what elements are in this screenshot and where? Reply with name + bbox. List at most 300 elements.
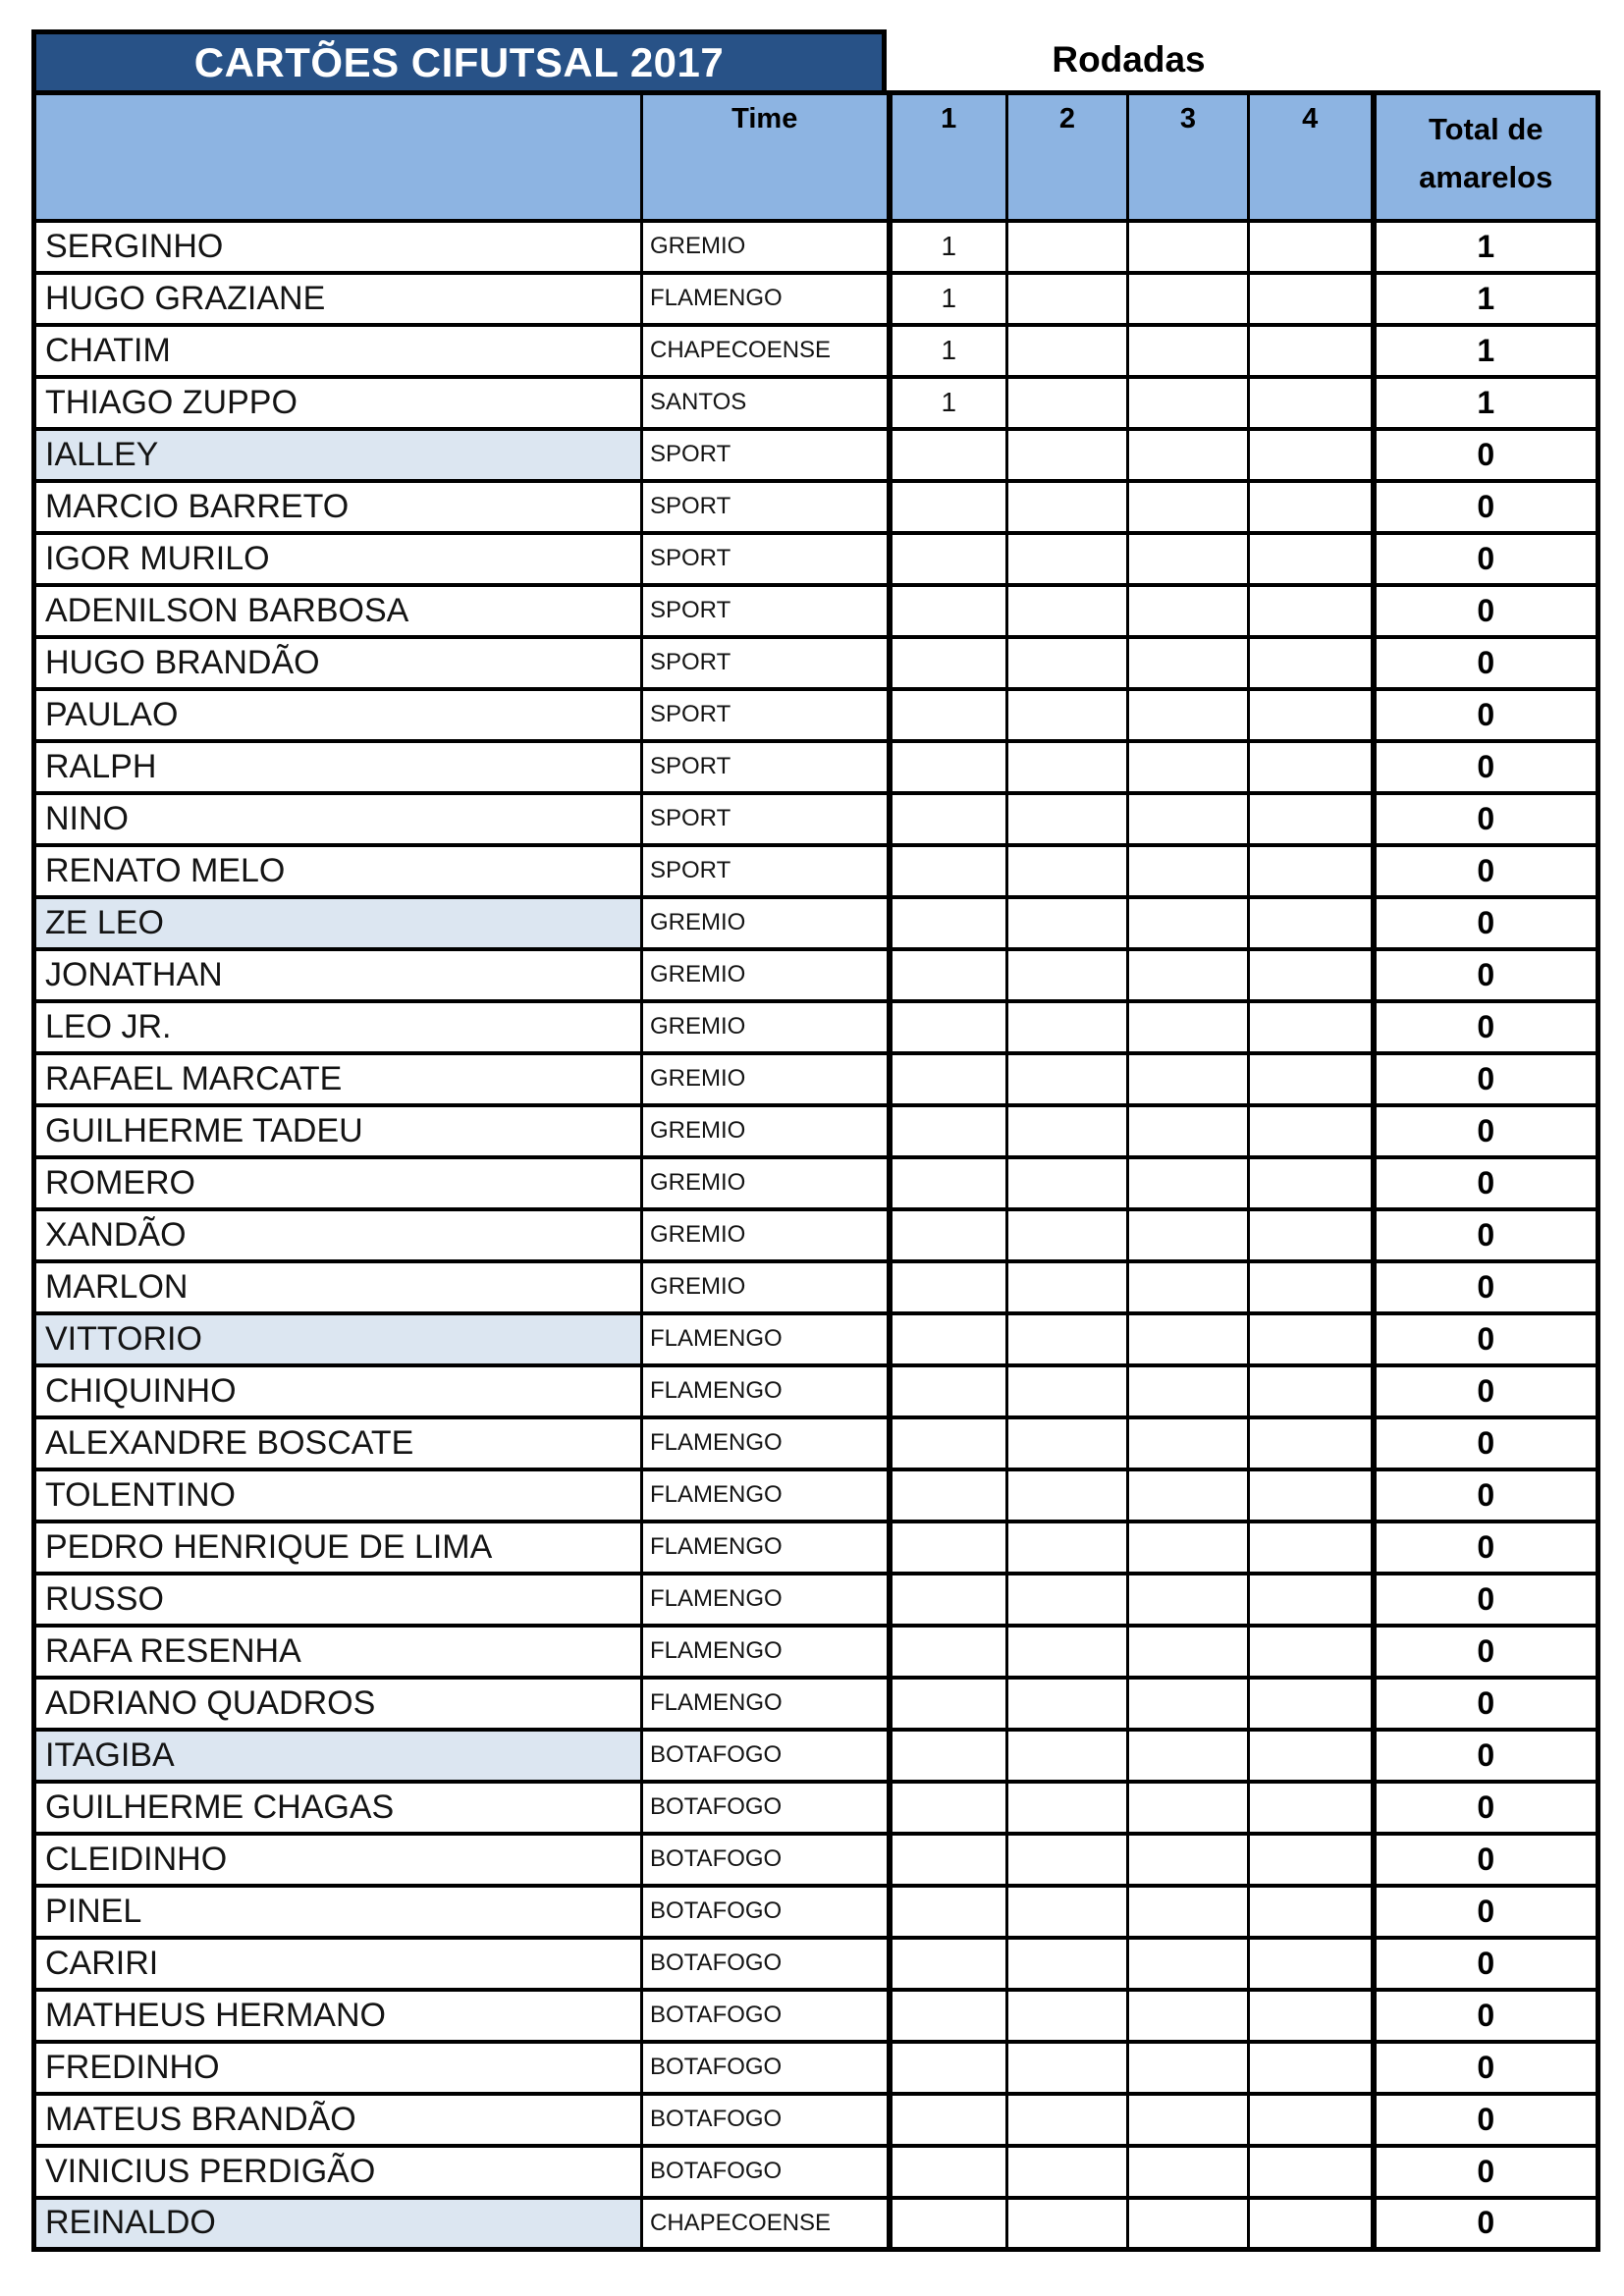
table-row: [34, 1157, 1598, 1209]
round-2-cell: [1007, 637, 1128, 689]
player-name-cell: JONATHAN: [34, 949, 642, 1001]
team-cell: FLAMENGO: [642, 1678, 890, 1730]
round-2-column-header: 2: [1007, 93, 1128, 221]
total-yellows-cell: 0: [1374, 481, 1598, 533]
table-title-band: [31, 29, 887, 90]
round-3-cell: [1128, 1053, 1249, 1105]
round-4-cell: [1249, 1001, 1374, 1053]
round-2-cell: [1007, 1886, 1128, 1938]
round-1-cell: [890, 741, 1007, 793]
team-cell: SANTOS: [642, 377, 890, 429]
round-2-cell: [1007, 741, 1128, 793]
round-3-cell: [1128, 1261, 1249, 1313]
table-row: [34, 2146, 1598, 2198]
player-name-cell: PINEL: [34, 1886, 642, 1938]
player-name-cell: ADRIANO QUADROS: [34, 1678, 642, 1730]
round-2-cell: [1007, 481, 1128, 533]
player-name-cell: TOLENTINO: [34, 1469, 642, 1522]
round-1-cell: [890, 2146, 1007, 2198]
player-name-cell: ADENILSON BARBOSA: [34, 585, 642, 637]
player-name-cell: RENATO MELO: [34, 845, 642, 897]
table-row: [34, 1990, 1598, 2042]
round-2-cell: [1007, 1105, 1128, 1157]
table-head: [34, 93, 1598, 221]
cards-table: [31, 90, 1600, 2252]
table-row: [34, 221, 1598, 273]
player-name-cell: IALLEY: [34, 429, 642, 481]
table-header-band: [31, 29, 1596, 90]
round-3-cell: [1128, 1105, 1249, 1157]
round-4-cell: [1249, 221, 1374, 273]
table-row: [34, 637, 1598, 689]
round-4-cell: [1249, 1157, 1374, 1209]
round-3-cell: [1128, 325, 1249, 377]
team-cell: BOTAFOGO: [642, 2146, 890, 2198]
round-4-cell: [1249, 585, 1374, 637]
table-row: [34, 429, 1598, 481]
time-column-header: Time: [642, 93, 890, 221]
team-cell: BOTAFOGO: [642, 2042, 890, 2094]
player-name-cell: HUGO GRAZIANE: [34, 273, 642, 325]
player-name-cell: FREDINHO: [34, 2042, 642, 2094]
round-2-cell: [1007, 1626, 1128, 1678]
player-name-cell: NINO: [34, 793, 642, 845]
round-2-cell: [1007, 793, 1128, 845]
round-3-cell: [1128, 481, 1249, 533]
table-row: [34, 1417, 1598, 1469]
round-4-cell: [1249, 2146, 1374, 2198]
team-cell: SPORT: [642, 481, 890, 533]
round-1-cell: [890, 1157, 1007, 1209]
table-row: [34, 2042, 1598, 2094]
player-name-cell: RAFAEL MARCATE: [34, 1053, 642, 1105]
round-3-cell: [1128, 1782, 1249, 1834]
round-1-cell: [890, 481, 1007, 533]
round-1-cell: [890, 585, 1007, 637]
table-body: [34, 221, 1598, 2250]
player-name-cell: ITAGIBA: [34, 1730, 642, 1782]
team-cell: SPORT: [642, 741, 890, 793]
player-name-cell: MARCIO BARRETO: [34, 481, 642, 533]
round-2-cell: [1007, 2042, 1128, 2094]
round-1-cell: [890, 429, 1007, 481]
player-name-cell: MARLON: [34, 1261, 642, 1313]
round-4-cell: [1249, 1313, 1374, 1365]
round-4-cell: [1249, 637, 1374, 689]
round-1-cell: [890, 533, 1007, 585]
table-row: [34, 273, 1598, 325]
round-4-cell: [1249, 689, 1374, 741]
round-2-cell: [1007, 1053, 1128, 1105]
team-cell: CHAPECOENSE: [642, 325, 890, 377]
round-4-cell: [1249, 1261, 1374, 1313]
table-row: [34, 949, 1598, 1001]
round-4-cell: [1249, 481, 1374, 533]
round-1-cell: [890, 1886, 1007, 1938]
round-3-cell: [1128, 533, 1249, 585]
total-yellows-cell: 0: [1374, 793, 1598, 845]
total-yellows-cell: 0: [1374, 1782, 1598, 1834]
total-yellows-cell: 0: [1374, 1417, 1598, 1469]
round-3-cell: [1128, 1157, 1249, 1209]
total-yellows-cell: 0: [1374, 637, 1598, 689]
round-3-cell: [1128, 949, 1249, 1001]
round-1-cell: [890, 793, 1007, 845]
table-row: [34, 585, 1598, 637]
team-cell: SPORT: [642, 845, 890, 897]
team-cell: BOTAFOGO: [642, 1730, 890, 1782]
round-2-cell: [1007, 377, 1128, 429]
player-name-cell: CHATIM: [34, 325, 642, 377]
total-yellows-cell: 0: [1374, 1209, 1598, 1261]
round-4-cell: [1249, 1365, 1374, 1417]
total-yellows-cell: 0: [1374, 2146, 1598, 2198]
round-2-cell: [1007, 689, 1128, 741]
round-3-cell: [1128, 1522, 1249, 1574]
round-3-cell: [1128, 1678, 1249, 1730]
round-4-cell: [1249, 845, 1374, 897]
round-2-cell: [1007, 533, 1128, 585]
total-yellows-cell: 0: [1374, 845, 1598, 897]
round-2-cell: [1007, 221, 1128, 273]
total-yellows-cell: 0: [1374, 689, 1598, 741]
total-yellows-cell: 0: [1374, 2094, 1598, 2146]
round-3-cell: [1128, 377, 1249, 429]
team-cell: BOTAFOGO: [642, 1990, 890, 2042]
table-row: [34, 1313, 1598, 1365]
player-name-cell: RAFA RESENHA: [34, 1626, 642, 1678]
round-2-cell: [1007, 1157, 1128, 1209]
total-yellows-cell: 0: [1374, 1365, 1598, 1417]
player-name-cell: VINICIUS PERDIGÃO: [34, 2146, 642, 2198]
round-2-cell: [1007, 325, 1128, 377]
team-cell: SPORT: [642, 689, 890, 741]
total-yellows-cell: 0: [1374, 1626, 1598, 1678]
table-row: [34, 845, 1598, 897]
total-yellows-cell: 0: [1374, 1261, 1598, 1313]
team-cell: GREMIO: [642, 1209, 890, 1261]
round-1-cell: [890, 1678, 1007, 1730]
team-cell: BOTAFOGO: [642, 1938, 890, 1990]
table-row: [34, 1730, 1598, 1782]
round-1-cell: [890, 1261, 1007, 1313]
round-1-cell: [890, 1574, 1007, 1626]
total-yellows-cell: 0: [1374, 1574, 1598, 1626]
round-4-cell: [1249, 2198, 1374, 2250]
team-cell: SPORT: [642, 585, 890, 637]
round-3-cell: [1128, 273, 1249, 325]
player-name-cell: PAULAO: [34, 689, 642, 741]
round-4-cell: [1249, 273, 1374, 325]
total-yellows-cell: 0: [1374, 1678, 1598, 1730]
round-3-cell: [1128, 1365, 1249, 1417]
round-1-cell: 1: [890, 377, 1007, 429]
table-row: [34, 1834, 1598, 1886]
player-name-cell: RUSSO: [34, 1574, 642, 1626]
table-row: [34, 1053, 1598, 1105]
table-row: [34, 1105, 1598, 1157]
round-2-cell: [1007, 2146, 1128, 2198]
round-4-cell: [1249, 1834, 1374, 1886]
team-cell: FLAMENGO: [642, 1365, 890, 1417]
player-name-cell: CLEIDINHO: [34, 1834, 642, 1886]
round-2-cell: [1007, 1574, 1128, 1626]
total-yellows-cell: 0: [1374, 1730, 1598, 1782]
round-1-cell: 1: [890, 221, 1007, 273]
round-1-cell: [890, 1834, 1007, 1886]
total-yellows-cell: 0: [1374, 533, 1598, 585]
total-yellows-cell: 1: [1374, 221, 1598, 273]
round-1-cell: [890, 1990, 1007, 2042]
round-1-cell: 1: [890, 273, 1007, 325]
round-2-cell: [1007, 1782, 1128, 1834]
round-2-cell: [1007, 1834, 1128, 1886]
team-cell: FLAMENGO: [642, 1626, 890, 1678]
player-name-cell: CARIRI: [34, 1938, 642, 1990]
round-4-cell: [1249, 429, 1374, 481]
round-2-cell: [1007, 585, 1128, 637]
team-cell: GREMIO: [642, 897, 890, 949]
round-4-cell: [1249, 1938, 1374, 1990]
round-4-cell: [1249, 1209, 1374, 1261]
total-yellows-cell: 0: [1374, 1053, 1598, 1105]
team-cell: SPORT: [642, 429, 890, 481]
table-row: [34, 1209, 1598, 1261]
round-1-cell: [890, 1730, 1007, 1782]
total-column-header: Total de amarelos: [1374, 93, 1598, 221]
table-row: [34, 1626, 1598, 1678]
round-3-cell: [1128, 793, 1249, 845]
round-4-cell: [1249, 1522, 1374, 1574]
player-name-cell: ALEXANDRE BOSCATE: [34, 1417, 642, 1469]
round-2-cell: [1007, 845, 1128, 897]
round-2-cell: [1007, 429, 1128, 481]
total-yellows-cell: 0: [1374, 1469, 1598, 1522]
round-2-cell: [1007, 1678, 1128, 1730]
round-3-cell: [1128, 429, 1249, 481]
team-cell: SPORT: [642, 533, 890, 585]
rodadas-header: [887, 29, 1371, 90]
round-2-cell: [1007, 1209, 1128, 1261]
team-cell: GREMIO: [642, 949, 890, 1001]
round-4-cell: [1249, 1678, 1374, 1730]
team-cell: BOTAFOGO: [642, 1886, 890, 1938]
round-4-cell: [1249, 949, 1374, 1001]
total-yellows-cell: 0: [1374, 1105, 1598, 1157]
round-3-cell: [1128, 637, 1249, 689]
round-1-cell: [890, 897, 1007, 949]
player-name-cell: MATHEUS HERMANO: [34, 1990, 642, 2042]
round-3-cell: [1128, 689, 1249, 741]
team-cell: FLAMENGO: [642, 1469, 890, 1522]
player-name-cell: IGOR MURILO: [34, 533, 642, 585]
round-4-cell: [1249, 793, 1374, 845]
player-name-cell: RALPH: [34, 741, 642, 793]
team-cell: FLAMENGO: [642, 1417, 890, 1469]
table-row: [34, 1365, 1598, 1417]
table-row: [34, 1001, 1598, 1053]
total-yellows-cell: 1: [1374, 325, 1598, 377]
round-1-cell: [890, 1001, 1007, 1053]
player-column-header: [34, 93, 642, 221]
total-yellows-cell: 1: [1374, 273, 1598, 325]
round-3-cell: [1128, 1209, 1249, 1261]
table-row: [34, 1782, 1598, 1834]
team-cell: GREMIO: [642, 1053, 890, 1105]
round-1-cell: [890, 1938, 1007, 1990]
team-cell: FLAMENGO: [642, 1522, 890, 1574]
team-cell: BOTAFOGO: [642, 1834, 890, 1886]
round-4-cell: [1249, 1574, 1374, 1626]
total-yellows-cell: 0: [1374, 897, 1598, 949]
round-2-cell: [1007, 1522, 1128, 1574]
round-3-cell: [1128, 1313, 1249, 1365]
round-3-cell: [1128, 1730, 1249, 1782]
round-4-cell: [1249, 1782, 1374, 1834]
team-cell: FLAMENGO: [642, 1313, 890, 1365]
round-3-cell: [1128, 221, 1249, 273]
round-3-column-header: 3: [1128, 93, 1249, 221]
round-1-cell: [890, 2094, 1007, 2146]
total-yellows-cell: 0: [1374, 1157, 1598, 1209]
round-4-cell: [1249, 377, 1374, 429]
total-yellows-cell: 0: [1374, 2198, 1598, 2250]
table-row: [34, 1678, 1598, 1730]
team-cell: FLAMENGO: [642, 273, 890, 325]
total-yellows-cell: 1: [1374, 377, 1598, 429]
round-1-cell: [890, 1053, 1007, 1105]
round-3-cell: [1128, 2198, 1249, 2250]
round-2-cell: [1007, 1001, 1128, 1053]
round-3-cell: [1128, 741, 1249, 793]
round-2-cell: [1007, 1365, 1128, 1417]
player-name-cell: CHIQUINHO: [34, 1365, 642, 1417]
table-row: [34, 2094, 1598, 2146]
round-1-cell: [890, 637, 1007, 689]
round-4-cell: [1249, 741, 1374, 793]
player-name-cell: VITTORIO: [34, 1313, 642, 1365]
round-4-cell: [1249, 533, 1374, 585]
round-3-cell: [1128, 1469, 1249, 1522]
round-2-cell: [1007, 1938, 1128, 1990]
table-row: [34, 1938, 1598, 1990]
round-4-cell: [1249, 1730, 1374, 1782]
player-name-cell: SERGINHO: [34, 221, 642, 273]
round-1-column-header: 1: [890, 93, 1007, 221]
total-yellows-cell: 0: [1374, 1886, 1598, 1938]
table-row: [34, 741, 1598, 793]
table-row: [34, 689, 1598, 741]
round-2-cell: [1007, 2198, 1128, 2250]
round-2-cell: [1007, 1990, 1128, 2042]
table-row: [34, 533, 1598, 585]
round-3-cell: [1128, 897, 1249, 949]
player-name-cell: ZE LEO: [34, 897, 642, 949]
player-name-cell: LEO JR.: [34, 1001, 642, 1053]
round-3-cell: [1128, 1001, 1249, 1053]
rodadas-label: Rodadas: [1052, 39, 1206, 80]
round-2-cell: [1007, 897, 1128, 949]
round-3-cell: [1128, 1990, 1249, 2042]
round-1-cell: [890, 1365, 1007, 1417]
team-cell: SPORT: [642, 793, 890, 845]
round-1-cell: [890, 949, 1007, 1001]
round-4-cell: [1249, 1105, 1374, 1157]
round-4-cell: [1249, 1626, 1374, 1678]
round-1-cell: [890, 845, 1007, 897]
round-4-cell: [1249, 2094, 1374, 2146]
total-yellows-cell: 0: [1374, 1938, 1598, 1990]
round-1-cell: [890, 1209, 1007, 1261]
player-name-cell: GUILHERME CHAGAS: [34, 1782, 642, 1834]
table-row: [34, 1522, 1598, 1574]
team-cell: SPORT: [642, 637, 890, 689]
total-yellows-cell: 0: [1374, 429, 1598, 481]
player-name-cell: GUILHERME TADEU: [34, 1105, 642, 1157]
total-yellows-cell: 0: [1374, 949, 1598, 1001]
round-4-cell: [1249, 1417, 1374, 1469]
header-band-spacer: [1371, 29, 1596, 90]
round-3-cell: [1128, 1574, 1249, 1626]
round-1-cell: [890, 1522, 1007, 1574]
round-2-cell: [1007, 1469, 1128, 1522]
round-3-cell: [1128, 585, 1249, 637]
round-1-cell: [890, 1313, 1007, 1365]
round-3-cell: [1128, 2094, 1249, 2146]
player-name-cell: THIAGO ZUPPO: [34, 377, 642, 429]
team-cell: GREMIO: [642, 1001, 890, 1053]
round-2-cell: [1007, 1730, 1128, 1782]
team-cell: GREMIO: [642, 1261, 890, 1313]
team-cell: GREMIO: [642, 221, 890, 273]
round-3-cell: [1128, 2042, 1249, 2094]
round-4-cell: [1249, 1469, 1374, 1522]
table-row: [34, 2198, 1598, 2250]
round-1-cell: [890, 2198, 1007, 2250]
round-4-cell: [1249, 1990, 1374, 2042]
round-1-cell: [890, 2042, 1007, 2094]
player-name-cell: PEDRO HENRIQUE DE LIMA: [34, 1522, 642, 1574]
round-1-cell: [890, 1417, 1007, 1469]
round-1-cell: [890, 1626, 1007, 1678]
total-yellows-cell: 0: [1374, 1313, 1598, 1365]
round-4-cell: [1249, 897, 1374, 949]
team-cell: BOTAFOGO: [642, 1782, 890, 1834]
player-name-cell: ROMERO: [34, 1157, 642, 1209]
total-yellows-cell: 0: [1374, 1990, 1598, 2042]
round-3-cell: [1128, 1938, 1249, 1990]
total-yellows-cell: 0: [1374, 585, 1598, 637]
table-row: [34, 897, 1598, 949]
round-3-cell: [1128, 1886, 1249, 1938]
round-1-cell: [890, 1782, 1007, 1834]
round-2-cell: [1007, 2094, 1128, 2146]
table-row: [34, 793, 1598, 845]
round-2-cell: [1007, 1417, 1128, 1469]
table-row: [34, 1574, 1598, 1626]
team-cell: FLAMENGO: [642, 1574, 890, 1626]
round-2-cell: [1007, 1261, 1128, 1313]
round-2-cell: [1007, 949, 1128, 1001]
round-3-cell: [1128, 1834, 1249, 1886]
total-yellows-cell: 0: [1374, 1522, 1598, 1574]
round-3-cell: [1128, 845, 1249, 897]
total-yellows-cell: 0: [1374, 1834, 1598, 1886]
round-2-cell: [1007, 273, 1128, 325]
column-header-row: [34, 93, 1598, 221]
total-yellows-cell: 0: [1374, 741, 1598, 793]
total-yellows-cell: 0: [1374, 1001, 1598, 1053]
